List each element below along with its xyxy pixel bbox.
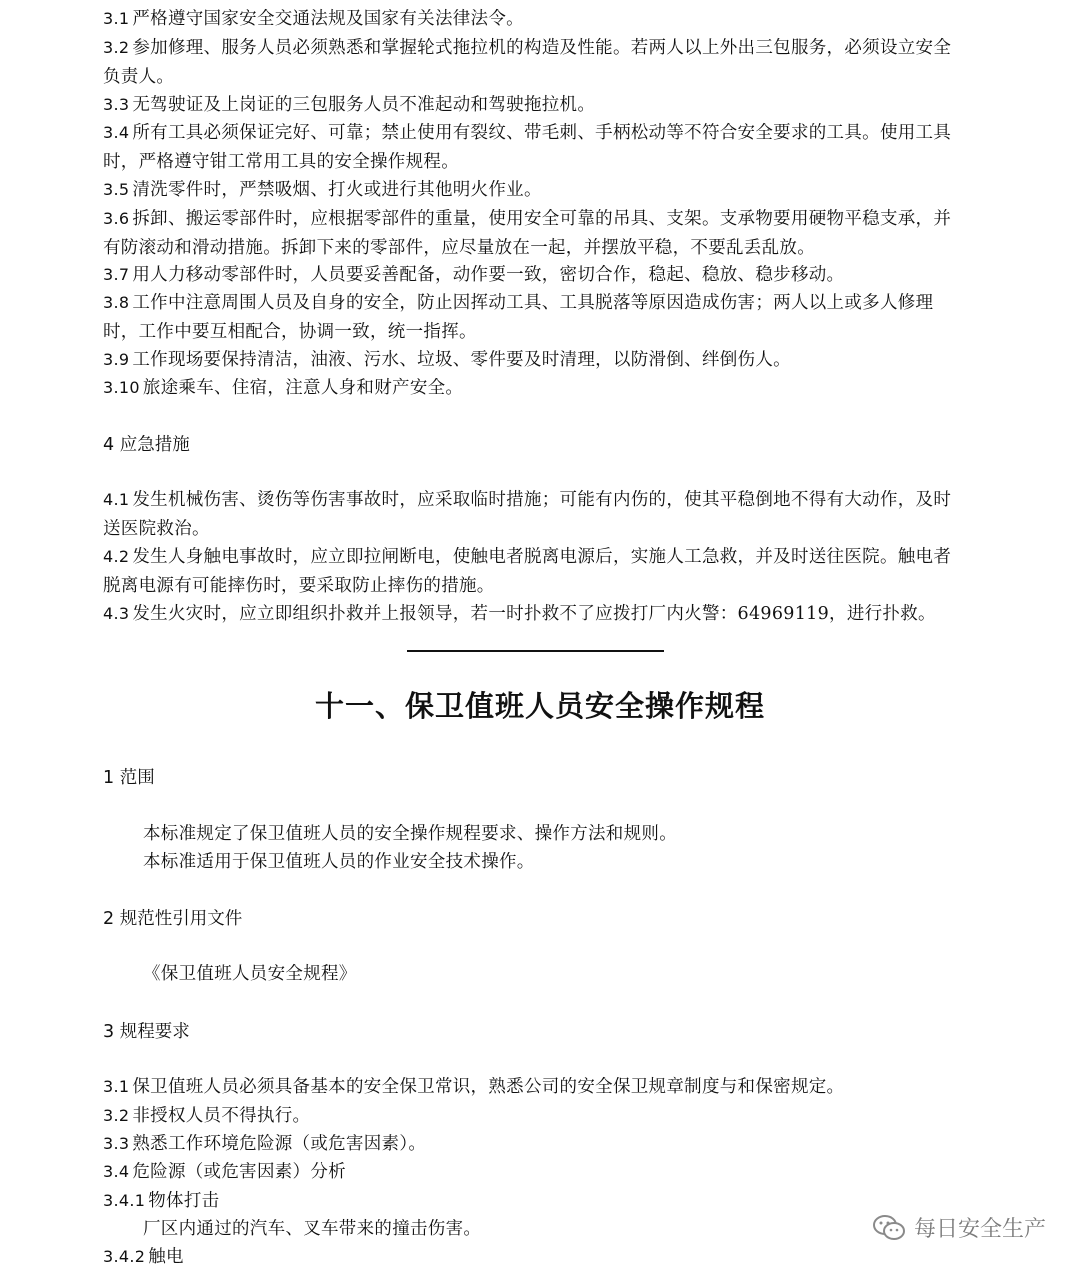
watermark xyxy=(872,1212,1046,1243)
clause-3-8: 3.8 工作中注意周围人员及自身的安全，防止因挥动工具、工具脱落等原因造成伤害；两人以上或多人修理时，工作中要互相配合，协调一致，统一指挥。 xyxy=(103,293,934,342)
section-heading-emergency: 4 应急措施 xyxy=(103,435,190,455)
clause-3-2: 3.2 参加修理、服务人员必须熟悉和掌握轮式拖拉机的构造及性能。若两人以上外出三包服务，必须设立安全负责人。 xyxy=(103,38,952,87)
clause-4-2: 4.2 发生人身触电事故时，应立即拉闸断电，使触电者脱离电源后，实施人工急救，并及时送往医院。触电者脱离电源有可能摔伤时，要采取防止摔伤的措施。 xyxy=(103,547,952,596)
requirement-3-4-2: 3.4.2 触电 xyxy=(103,1247,184,1267)
scope-line-2: 本标准适用于保卫值班人员的作业安全技术操作。 xyxy=(143,852,535,872)
section-heading-scope: 1 范围 xyxy=(103,768,155,788)
clause-4-3: 4.3 发生火灾时，应立即组织扑救并上报领导，若一时扑救不了应拨打厂内火警：64969119，进行扑救。 xyxy=(103,604,936,624)
watermark-text: 每日安全生产 xyxy=(913,1217,1046,1242)
clause-4-1: 4.1 发生机械伤害、烫伤等伤害事故时，应采取临时措施；可能有内伤的，使其平稳倒地不得有大动作，及时送医院救治。 xyxy=(103,490,952,539)
requirement-3-4-1: 3.4.1 物体打击 xyxy=(103,1191,220,1211)
requirement-3-3: 3.3 熟悉工作环境危险源（或危害因素）。 xyxy=(103,1134,427,1154)
section-heading-requirements: 3 规程要求 xyxy=(103,1022,190,1042)
clause-3-4: 3.4 所有工具必须保证完好、可靠；禁止使用有裂纹、带毛刺、手柄松动等不符合安全要求的工具。使用工具时，严格遵守钳工常用工具的安全操作规程。 xyxy=(103,123,952,172)
wechat-icon xyxy=(872,1213,906,1243)
requirement-3-2: 3.2 非授权人员不得执行。 xyxy=(103,1106,311,1126)
section-heading-references: 2 规范性引用文件 xyxy=(103,909,243,929)
requirement-3-1: 3.1 保卫值班人员必须具备基本的安全保卫常识，熟悉公司的安全保卫规章制度与和保密规定。 xyxy=(103,1077,845,1097)
scope-line-1: 本标准规定了保卫值班人员的安全操作规程要求、操作方法和规则。 xyxy=(143,824,677,844)
clause-3-6: 3.6 拆卸、搬运零部件时，应根据零部件的重量，使用安全可靠的吊具、支架。支承物要用硬物平稳支承，并有防滚动和滑动措施。拆卸下来的零部件，应尽量放在一起，并摆放平稳，不要乱丢乱放。 xyxy=(103,209,952,258)
chapter-title: 十一、保卫值班人员安全操作规程 xyxy=(314,689,765,723)
clause-3-5: 3.5 清洗零件时，严禁吸烟、打火或进行其他明火作业。 xyxy=(103,180,542,200)
reference-document: 《保卫值班人员安全规程》 xyxy=(143,964,357,984)
requirement-3-4: 3.4 危险源（或危害因素）分析 xyxy=(103,1162,346,1182)
clause-3-3: 3.3 无驾驶证及上岗证的三包服务人员不准起动和驾驶拖拉机。 xyxy=(103,95,596,115)
clause-3-10: 3.10 旅途乘车、住宿，注意人身和财产安全。 xyxy=(103,378,464,398)
clause-3-9: 3.9 工作现场要保持清洁，油液、污水、垃圾、零件要及时清理，以防滑倒、绊倒伤人。 xyxy=(103,350,791,370)
clause-3-1: 3.1 严格遵守国家安全交通法规及国家有关法律法令。 xyxy=(103,9,524,29)
clause-3-7: 3.7 用人力移动零部件时，人员要妥善配备，动作要一致，密切合作，稳起、稳放、稳步移动。 xyxy=(103,265,845,285)
section-divider xyxy=(407,650,664,652)
hazard-note: 厂区内通过的汽车、叉车带来的撞击伤害。 xyxy=(143,1219,482,1239)
